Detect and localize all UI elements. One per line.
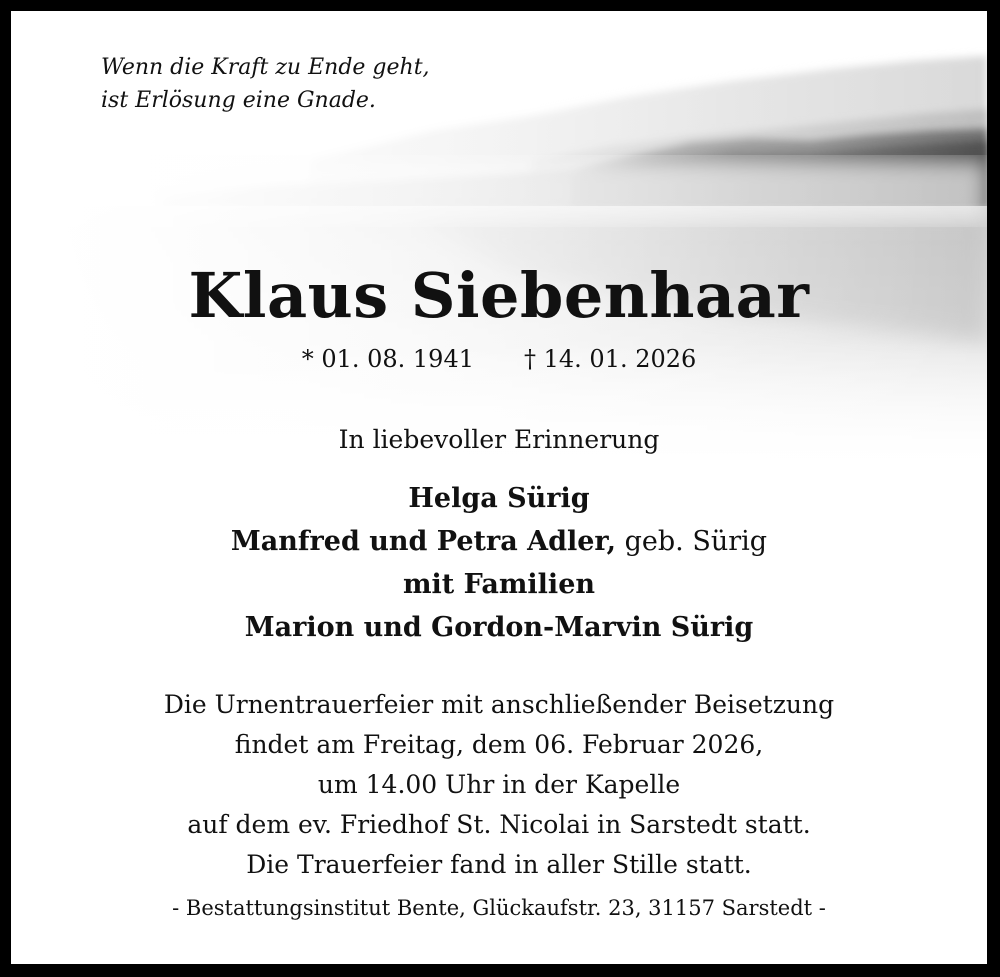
ceremony-info: [11, 685, 987, 885]
ceremony-line-1: Die Urnentrauerfeier mit anschließender Beisetzung: [163, 690, 835, 719]
mourner-3: mit Familien: [402, 569, 596, 600]
life-dates: [11, 345, 987, 373]
mourners-list: [11, 477, 987, 649]
motto-line-1: Wenn die Kraft zu Ende geht,: [101, 55, 430, 80]
ceremony-line-5: Die Trauerfeier fand in aller Stille statt.: [246, 850, 752, 879]
death-date: † 14. 01. 2026: [524, 345, 697, 373]
motto-line-2: ist Erlösung eine Gnade.: [101, 88, 376, 113]
ceremony-line-2: findet am Freitag, dem 06. Februar 2026,: [234, 730, 764, 759]
obituary-card: [11, 11, 987, 964]
mourner-2-name: Manfred und Petra Adler,: [230, 526, 617, 557]
birth-date: * 01. 08. 1941: [301, 345, 474, 373]
memory-line: In liebevoller Erinnerung: [338, 425, 660, 454]
ceremony-line-4: auf dem ev. Friedhof St. Nicolai in Sarstedt statt.: [187, 810, 811, 839]
motto: [101, 51, 430, 117]
mourner-4: Marion und Gordon-Marvin Sürig: [244, 612, 754, 643]
mourner-1: Helga Sürig: [408, 483, 590, 514]
mourner-2: [11, 520, 987, 563]
deceased-name: Klaus Siebenhaar: [188, 259, 810, 332]
ceremony-line-3: um 14.00 Uhr in der Kapelle: [317, 770, 681, 799]
undertaker-info: - Bestattungsinstitut Bente, Glückaufstr. 23, 31157 Sarstedt -: [172, 896, 826, 920]
mourner-2-maiden: geb. Sürig: [616, 526, 768, 557]
